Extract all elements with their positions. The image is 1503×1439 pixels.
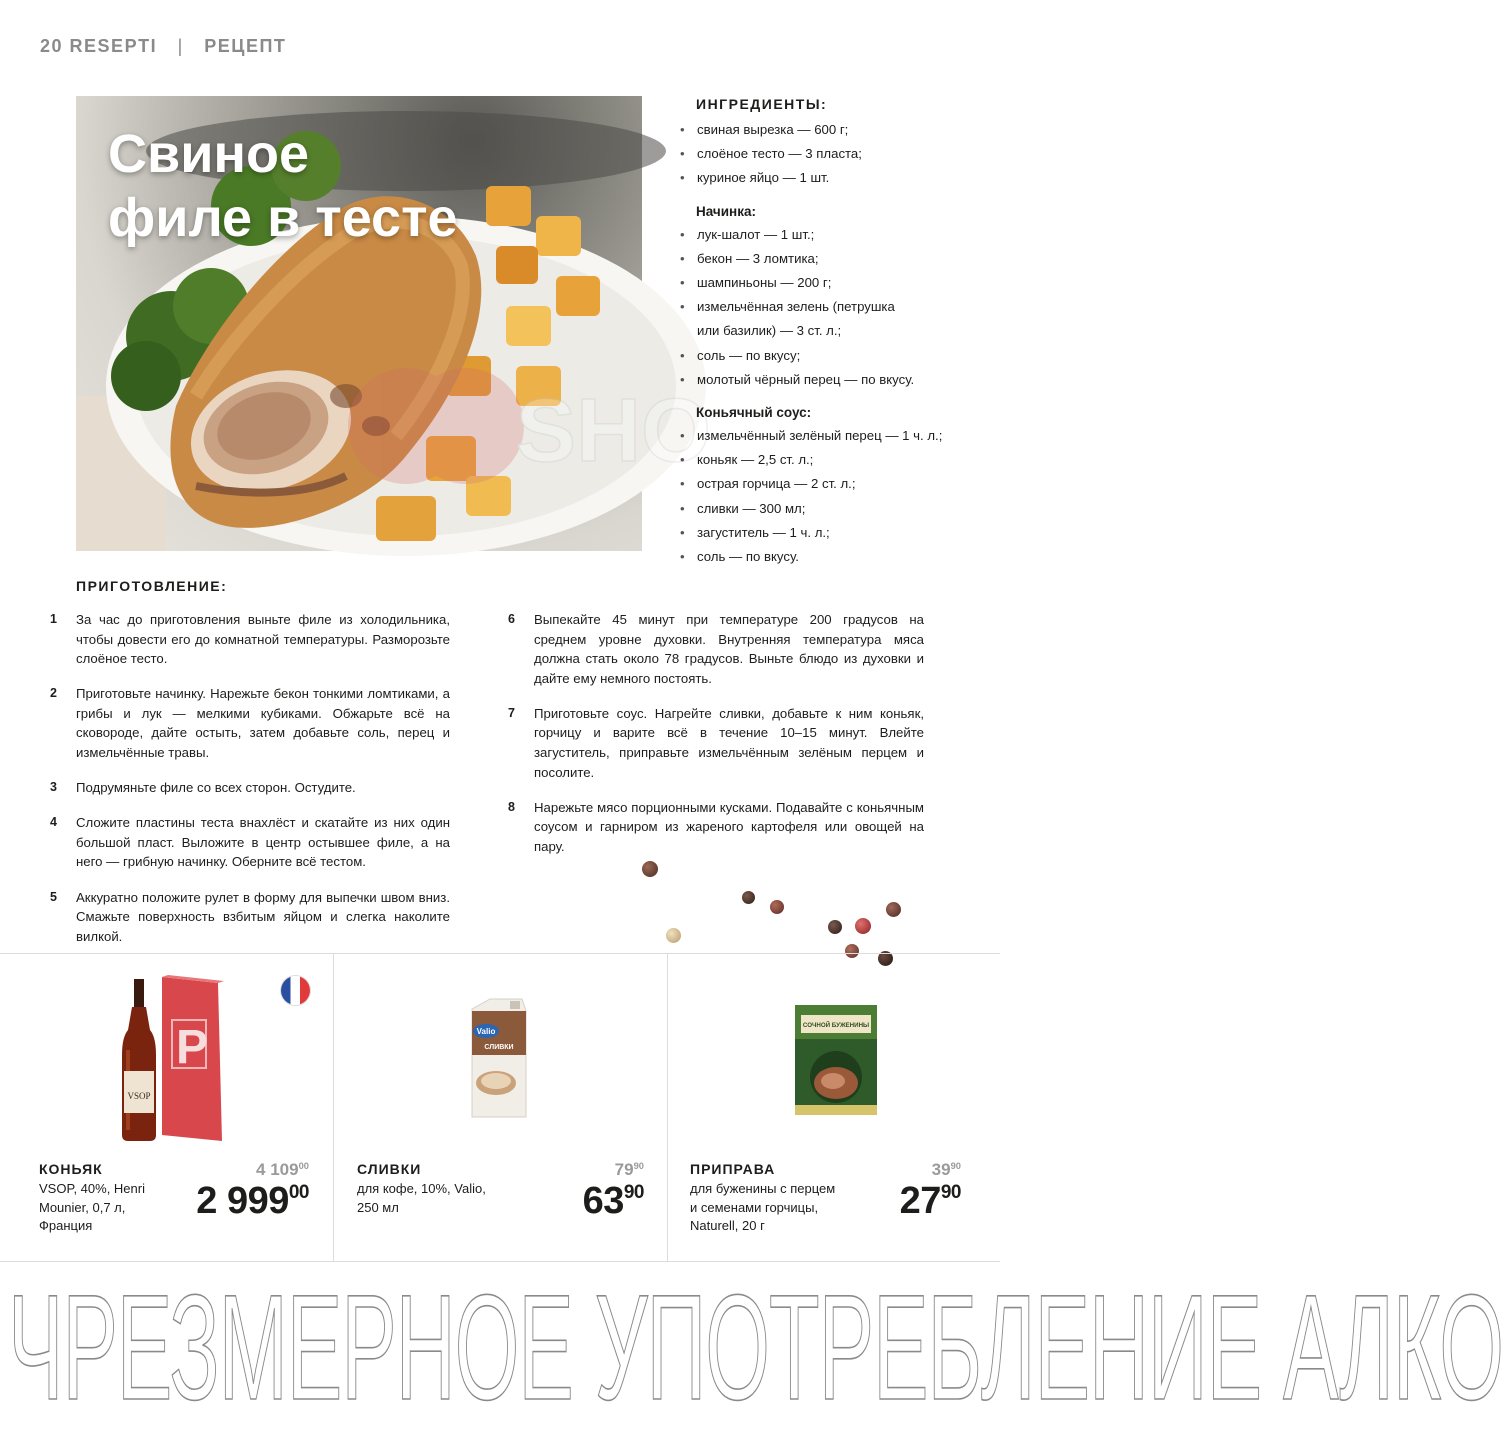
product-description — [690, 1180, 870, 1236]
warning-container — [0, 1263, 1503, 1431]
old-price-cents: 90 — [633, 1160, 644, 1171]
products-top-divider — [0, 953, 1000, 954]
step-text: Выпекайте 45 минут при температуре 200 градусов на среднем уровне духовки. Внутренняя температура мяса должна стать около 78 градусов. Выньте блюдо из духовки и дайте ему немного постоять. — [534, 612, 924, 686]
peppercorn — [666, 928, 681, 943]
old-price-cents: 00 — [298, 1160, 309, 1171]
step-1 — [50, 610, 450, 669]
current-price — [196, 1180, 309, 1223]
description-line: для кофе, 10%, Valio, — [357, 1181, 486, 1196]
old-price — [256, 1160, 309, 1180]
header-separator: | — [177, 36, 184, 56]
step-number: 5 — [50, 889, 57, 904]
list-item: • шампиньоны — 200 г; — [680, 271, 980, 295]
step-text: Нарежьте мясо порционными кусками. Подавайте с коньячным соусом и гарниром из жареного картофеля или овощей на пару. — [534, 799, 924, 854]
price-main: 63 — [582, 1180, 624, 1222]
recipe-title-line-1: Свиное — [108, 124, 310, 184]
step-text: Подрумяньте филе со всех сторон. Остудите. — [76, 780, 356, 796]
step-6 — [508, 610, 924, 688]
recipe-photo — [76, 96, 712, 551]
list-item: • измельчённая зелень (петрушка — [680, 295, 980, 319]
old-price-cents: 90 — [950, 1160, 961, 1171]
filling-heading: Начинка: — [696, 203, 756, 219]
ingredients-panel — [680, 94, 980, 569]
product-name: КОНЬЯК — [39, 1161, 103, 1177]
section-label-fi: RESEPTI — [69, 36, 158, 56]
price-cents: 90 — [940, 1181, 961, 1203]
product-name: ПРИПРАВА — [690, 1161, 776, 1177]
step-number: 2 — [50, 686, 57, 701]
product-description — [39, 1180, 189, 1236]
seasoning-product-image — [795, 1005, 877, 1115]
list-item: • бекон — 3 ломтика; — [680, 247, 980, 271]
sauce-list — [680, 424, 980, 569]
peppercorn — [855, 918, 871, 934]
pack-brand: Valio — [476, 1027, 496, 1036]
description-line: 250 мл — [357, 1199, 399, 1215]
product-divider — [667, 953, 668, 1261]
peppercorn — [770, 900, 784, 914]
cream-product-image — [462, 997, 532, 1122]
svg-text:SHO: SHO — [516, 381, 712, 481]
preparation-heading: ПРИГОТОВЛЕНИЕ: — [76, 578, 228, 594]
peppercorn — [886, 902, 901, 917]
recipe-title — [108, 122, 528, 250]
step-text: Приготовьте начинку. Нарежьте бекон тонкими ломтиками, а грибы и лук — мелкими кубиками. Обжарьте всё на сковороде, дайте остыть, затем добавьте соль, перец и измельчённые травы. — [76, 686, 450, 761]
step-8 — [508, 798, 924, 857]
main-ingredients-list — [680, 118, 980, 191]
list-item-continuation: или базилик) — 3 ст. л.; — [697, 323, 842, 339]
list-item: • соль — по вкусу. — [680, 545, 980, 569]
peppercorn — [828, 920, 842, 934]
step-number: 1 — [50, 612, 57, 626]
peppercorn — [742, 891, 755, 904]
description-line: VSOP, 40%, Henri — [39, 1181, 145, 1196]
list-item: • коньяк — 2,5 ст. л.; — [680, 448, 980, 472]
peppercorn — [845, 944, 859, 958]
step-number: 3 — [50, 780, 57, 795]
current-price — [583, 1180, 644, 1223]
price-cents: 00 — [288, 1181, 309, 1203]
pack-label: СОЧНОЙ БУЖЕНИНЫ — [802, 1022, 870, 1029]
products-bottom-divider — [0, 1261, 1000, 1262]
step-5 — [50, 888, 450, 947]
list-item: • молотый чёрный перец — по вкусу. — [680, 368, 980, 392]
step-4 — [50, 813, 450, 872]
ingredients-heading: ИНГРЕДИЕНТЫ: — [696, 96, 828, 112]
description-line: для буженины с перцем — [690, 1181, 836, 1196]
step-text: Аккуратно положите рулет в форму для выпечки швом вниз. Смажьте поверхность взбитым яйцом и слегка наколите вилкой. — [76, 889, 450, 944]
step-2 — [50, 684, 450, 762]
step-number: 7 — [508, 705, 515, 720]
sauce-heading: Коньячный соус: — [696, 405, 812, 421]
steps-column-left — [50, 610, 450, 962]
filling-list — [680, 223, 980, 392]
step-number: 4 — [50, 815, 57, 830]
product-name: СЛИВКИ — [357, 1161, 422, 1177]
old-price-main: 79 — [614, 1160, 634, 1179]
section-label-ru: РЕЦЕПТ — [204, 36, 287, 56]
steps-column-right — [508, 610, 924, 872]
description-line: и семенами горчицы, — [690, 1199, 819, 1215]
step-text: За час до приготовления выньте филе из холодильника, чтобы довести его до комнатной температуры. Разморозьте слоёное тесто. — [76, 612, 450, 667]
alcohol-warning: ЧРЕЗМЕРНОЕ УПОТРЕБЛЕНИЕ АЛКО — [8, 1263, 1503, 1431]
list-item: • острая горчица — 2 ст. л.; — [680, 472, 980, 496]
description-line: Франция — [39, 1218, 93, 1233]
description-line: Mounier, 0,7 л, — [39, 1199, 126, 1215]
list-item: • измельчённый зелёный перец — 1 ч. л.; — [680, 424, 980, 448]
step-7 — [508, 704, 924, 782]
bottle-label: VSOP — [127, 1091, 151, 1101]
product-divider — [333, 953, 334, 1261]
cognac-product-image — [110, 975, 230, 1145]
step-3 — [50, 778, 450, 798]
list-item: • свиная вырезка — 600 г; — [680, 118, 980, 142]
price-cents: 90 — [623, 1181, 644, 1203]
recipe-title-line-2: филе в тесте — [108, 188, 458, 248]
old-price — [932, 1160, 961, 1180]
current-price — [900, 1180, 961, 1223]
list-item: • загуститель — 1 ч. л.; — [680, 521, 980, 545]
step-text: Сложите пластины теста внахлёст и скатайте из них один большой пласт. Выложите в центр остывшее филе, а на него — грибную начинку. Оберните всё тестом. — [76, 815, 450, 870]
step-number: 6 — [508, 612, 515, 626]
list-item: • куриное яйцо — 1 шт. — [680, 166, 980, 190]
step-text: Приготовьте соус. Нагрейте сливки, добавьте к ним коньяк, горчицу и варите всё в течение 10–15 минут. Влейте загуститель, приправьте измельчённым зелёным перцем и посолите. — [534, 705, 924, 780]
description-line: Naturell, 20 г — [690, 1218, 765, 1233]
page-number: 20 — [40, 36, 64, 56]
price-main: 2 999 — [196, 1180, 289, 1222]
peppercorn — [642, 861, 658, 877]
list-item: • слоёное тесто — 3 пласта; — [680, 142, 980, 166]
page-header — [40, 36, 286, 57]
list-item: • сливки — 300 мл; — [680, 497, 980, 521]
list-item: • соль — по вкусу; — [680, 344, 980, 368]
pack-label: СЛИВКИ — [484, 1044, 514, 1051]
box-letter: P — [176, 1021, 209, 1074]
step-number: 8 — [508, 799, 515, 814]
price-main: 27 — [899, 1180, 941, 1222]
old-price — [615, 1160, 644, 1180]
old-price-main: 4 109 — [256, 1160, 299, 1179]
product-description — [357, 1180, 527, 1217]
france-flag-icon — [281, 976, 310, 1005]
old-price-main: 39 — [931, 1160, 951, 1179]
list-item: • лук-шалот — 1 шт.; — [680, 223, 980, 247]
